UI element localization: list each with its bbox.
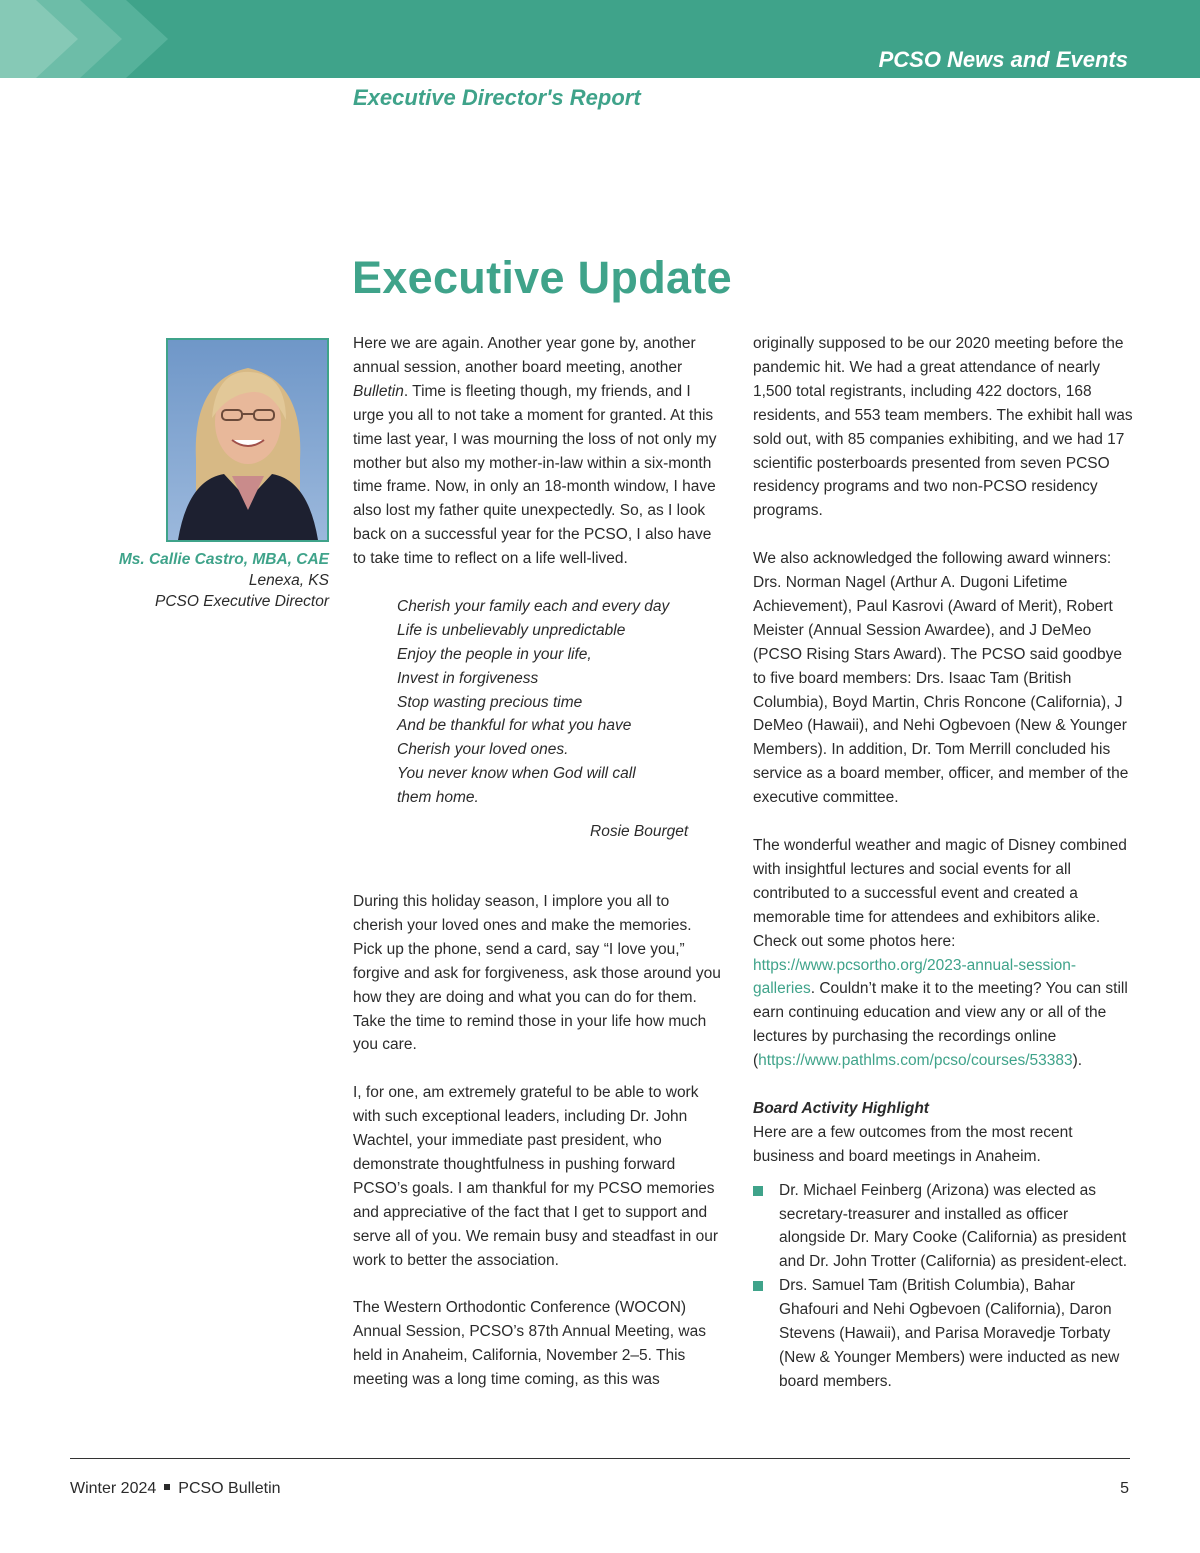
- chevron-arrows-icon: [0, 0, 200, 78]
- disney-text-3: ).: [1072, 1052, 1083, 1070]
- square-bullet-icon: [753, 1186, 763, 1196]
- author-name: Ms. Callie Castro, MBA, CAE: [118, 551, 329, 568]
- intro-paragraph: [353, 332, 723, 571]
- author-caption: [60, 549, 329, 612]
- section-label: PCSO News and Events: [878, 47, 1128, 72]
- outcomes-list: [753, 1179, 1133, 1394]
- disney-paragraph: [753, 834, 1133, 1073]
- footer-publication: PCSO Bulletin: [178, 1480, 281, 1497]
- poem-line: You never know when God will call: [397, 765, 636, 783]
- attendance-paragraph: originally supposed to be our 2020 meeting before the pandemic hit. We had a great attendance of nearly 1,500 total registrants, including 422 doctors, 168 residents, and 553 team members. The exhibit hall was sold out, with 85 companies exhibiting, and we had 17 scientific posterboards presented from seven PCSO residency programs and two non-PCSO residency programs.: [753, 335, 1133, 520]
- footer-divider: [70, 1458, 1130, 1459]
- poem-line: Enjoy the people in your life,: [397, 645, 592, 663]
- footer-issue: [70, 1480, 281, 1498]
- poem-line: them home.: [397, 789, 479, 807]
- header-banner: [0, 0, 1200, 78]
- poem-line: Cherish your loved ones.: [397, 741, 569, 759]
- author-role: PCSO Executive Director: [155, 593, 329, 610]
- disney-text-2: . Couldn’t make it to the meeting? You can still earn continuing education and view any or all of the lectures by purchasing the recordings online (: [753, 980, 1128, 1070]
- square-bullet-icon: [753, 1281, 763, 1291]
- square-separator-icon: [164, 1484, 170, 1490]
- holiday-paragraph: During this holiday season, I implore you all to cherish your loved ones and make the memories. Pick up the phone, send a card, say “I love you,” forgive and ask for forgiveness, ask those around you how they are doing and what you can do for them. Take the time to remind those in your life how much you care.: [353, 893, 721, 1054]
- intro-bulletin-italic: Bulletin: [353, 382, 404, 400]
- footer-issue-date: Winter 2024: [70, 1480, 157, 1497]
- column-right: [753, 332, 1133, 1394]
- gallery-link[interactable]: https://www.pcsortho.org/2023-annual-session-galleries: [753, 956, 1077, 998]
- intro-text-2: . Time is fleeting though, my friends, and I urge you all to not take a moment for granted. At this time last year, I was mourning the loss of not only my mother but also my mother-in-law within a six-month time frame. Now, in only an 18-month window, I have also lost my father quite unexpectedly. So, as I look back on a successful year for the PCSO, I also have to take time to reflect on a life well-lived.: [353, 382, 717, 568]
- poem-line: And be thankful for what you have: [397, 717, 632, 735]
- list-item: [753, 1274, 1133, 1394]
- outcome-text: Drs. Samuel Tam (British Columbia), Bahar Ghafouri and Nehi Ogbevoen (California), Daron Stevens (Hawaii), and Parisa Moravedje Torbaty (New & Younger Members) were inducted as new board members.: [779, 1277, 1120, 1390]
- wocon-paragraph: The Western Orthodontic Conference (WOCON) Annual Session, PCSO’s 87th Annual Meeting, was held in Anaheim, California, November 2–5. This meeting was a long time coming, as this was: [353, 1299, 706, 1389]
- poem-line: Stop wasting precious time: [397, 693, 583, 711]
- grateful-paragraph: I, for one, am extremely grateful to be able to work with such exceptional leaders, including Dr. John Wachtel, your immediate past president, who demonstrate thoughtfulness in pushing forward PCSO’s goals. I am thankful for my PCSO memories and appreciative of the fact that I get to support and serve all of you. We remain busy and steadfast in our work to better the association.: [353, 1084, 719, 1269]
- list-item: [753, 1179, 1133, 1275]
- disney-text-1: The wonderful weather and magic of Disney combined with insightful lectures and social events for all contributed to a successful event and created a memorable time for attendees and exhibitors alike. Check out some photos here:: [753, 837, 1127, 950]
- courses-link[interactable]: https://www.pathlms.com/pcso/courses/53383: [758, 1052, 1073, 1070]
- page-number: 5: [1120, 1480, 1129, 1497]
- page-title: Executive Update: [352, 252, 732, 303]
- poem-line: Cherish your family each and every day: [397, 597, 670, 615]
- author-location: Lenexa, KS: [248, 572, 329, 589]
- poem-block: [397, 595, 723, 810]
- awards-paragraph: We also acknowledged the following award winners: Drs. Norman Nagel (Arthur A. Dugoni Lifetime Achievement), Paul Kasrovi (Award of Merit), Robert Meister (Annual Session Awardee), and J DeMeo (PCSO Rising Stars Award). The PCSO said goodbye to five board members: Drs. Isaac Tam (British Columbia), Boyd Martin, Chris Roncone (California), J DeMeo (Hawaii), and Nehi Ogbevoen (New & Younger Members). In addition, Dr. Tom Merrill concluded his service as a board member, officer, and member of the executive committee.: [753, 550, 1129, 807]
- outcome-text: Dr. Michael Feinberg (Arizona) was elected as secretary-treasurer and installed as officer alongside Dr. Mary Cooke (California) as president and Dr. John Trotter (California) as president-elect.: [779, 1181, 1128, 1271]
- intro-text-1: Here we are again. Another year gone by, another annual session, another board meeting, another: [353, 335, 696, 376]
- author-photo: [166, 338, 329, 542]
- column-middle: [353, 332, 723, 1416]
- report-subhead: Executive Director's Report: [353, 85, 641, 110]
- portrait-photo-icon: [168, 340, 327, 540]
- poem-author: Rosie Bourget: [590, 823, 689, 841]
- board-intro: Here are a few outcomes from the most recent business and board meetings in Anaheim.: [753, 1123, 1073, 1165]
- board-activity-heading: Board Activity Highlight: [753, 1099, 929, 1117]
- poem-line: Invest in forgiveness: [397, 669, 539, 687]
- poem-line: Life is unbelievably unpredictable: [397, 621, 626, 639]
